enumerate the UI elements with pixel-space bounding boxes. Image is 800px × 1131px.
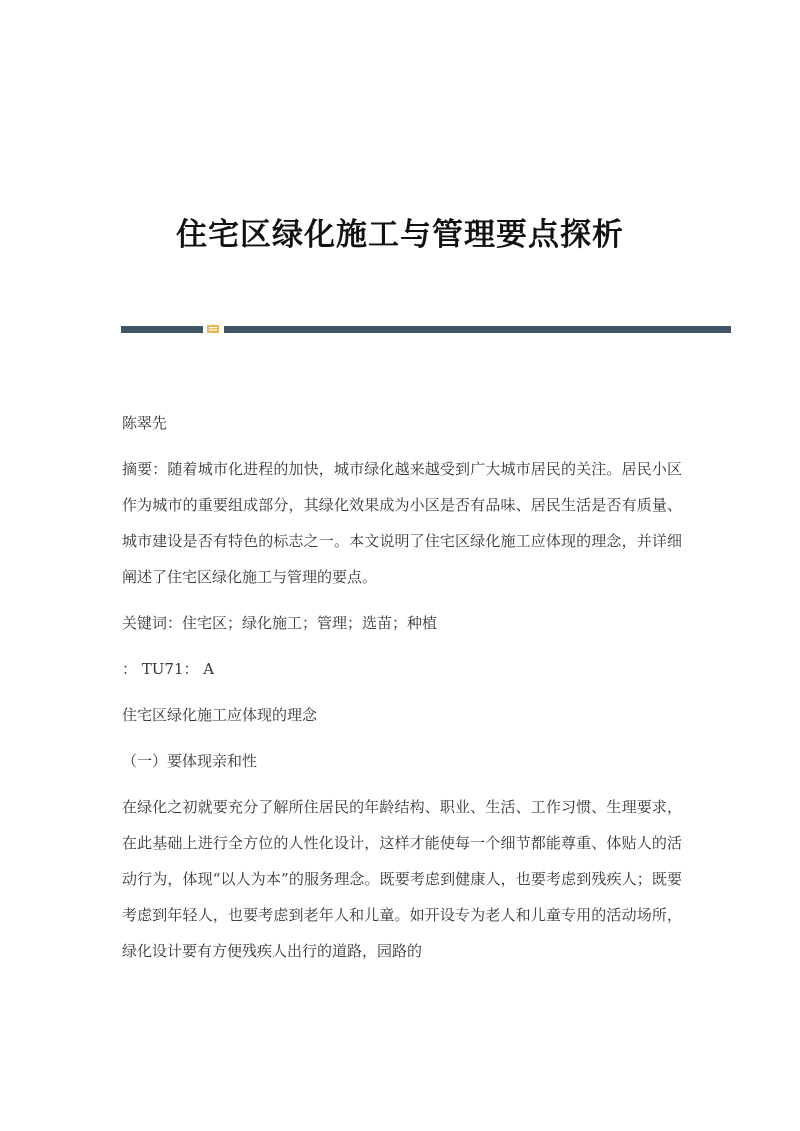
author-name: 陈翠先 (122, 414, 168, 432)
section-heading: 住宅区绿化施工应体现的理念 (122, 706, 318, 724)
title-divider (121, 326, 731, 334)
abstract-paragraph: 摘要：随着城市化进程的加快，城市绿化越来越受到广大城市居民的关注。居民小区作为城市的重要组成部分，其绿化效果成为小区是否有品味、居民生活是否有质量、城市建设是否有特色的标志之一。本文说明了住宅区绿化施工应体现的理念，并详细阐述了住宅区绿化施工与管理的要点。 (122, 460, 682, 586)
subsection-heading: （一）要体现亲和性 (122, 752, 258, 770)
body-paragraph: 在绿化之初就要充分了解所住居民的年龄结构、职业、生活、工作习惯、生理要求，在此基础上进行全方位的人性化设计，这样才能使每一个细节都能尊重、体贴人的活动行为，体现“以人为本”的服务理念。既要考虑到健康人，也要考虑到残疾人；既要考虑到年轻人，也要考虑到老年人和儿童。如开设专为老人和儿童专用的活动场所，绿化设计要有方便残疾人出行的道路，园路的 (122, 798, 682, 960)
keywords-line: 关键词：住宅区；绿化施工；管理；选苗；种植 (122, 614, 438, 632)
ornament-icon (206, 323, 220, 335)
classification-line: ： TU71： A (122, 660, 215, 678)
document-title: 住宅区绿化施工与管理要点探析 (176, 216, 624, 253)
document-body (122, 405, 682, 979)
divider-bar-left (121, 326, 203, 333)
divider-bar-right (224, 326, 731, 333)
